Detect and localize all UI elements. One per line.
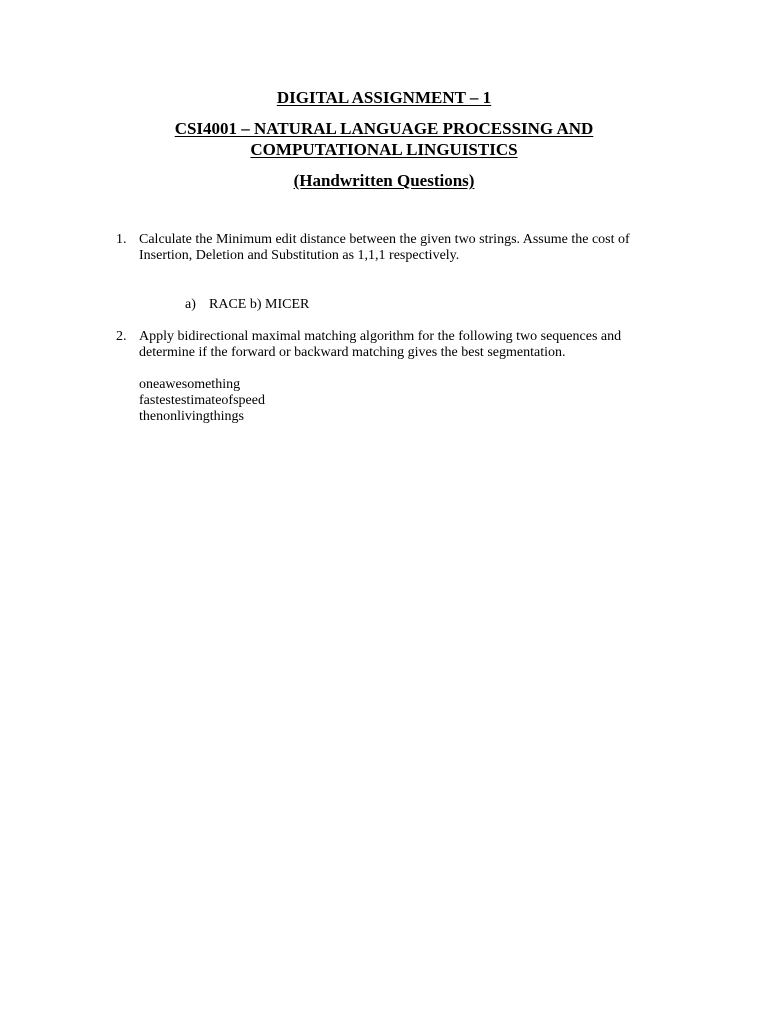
question-1-number: 1. [116, 232, 127, 247]
sequence-item: fastestestimateofspeed [139, 393, 265, 408]
question-2-text: Apply bidirectional maximal matching algorithm for the following two sequences and determine if the forward or backward matching gives the best segmentation. [139, 329, 622, 360]
question-2-sequences [139, 377, 265, 425]
question-2-number: 2. [116, 329, 127, 344]
question-1-subitem-marker: a) [185, 297, 196, 312]
course-title [0, 118, 768, 160]
page-subtitle [0, 170, 768, 191]
question-1-subitem-text: RACE b) MICER [209, 297, 310, 312]
page-title-text: DIGITAL ASSIGNMENT – 1 [276, 88, 492, 107]
sequence-item: oneawesomething [139, 377, 241, 392]
page-title [0, 87, 768, 108]
course-title-line-2: COMPUTATIONAL LINGUISTICS [250, 140, 518, 159]
sequence-item: thenonlivingthings [139, 409, 244, 424]
page-subtitle-text: (Handwritten Questions) [293, 171, 475, 190]
course-title-line-1: CSI4001 – NATURAL LANGUAGE PROCESSING AND [174, 119, 594, 138]
question-1-text: Calculate the Minimum edit distance between the given two strings. Assume the cost of Insertion, Deletion and Substitution as 1,1,1 respectively. [139, 232, 630, 263]
